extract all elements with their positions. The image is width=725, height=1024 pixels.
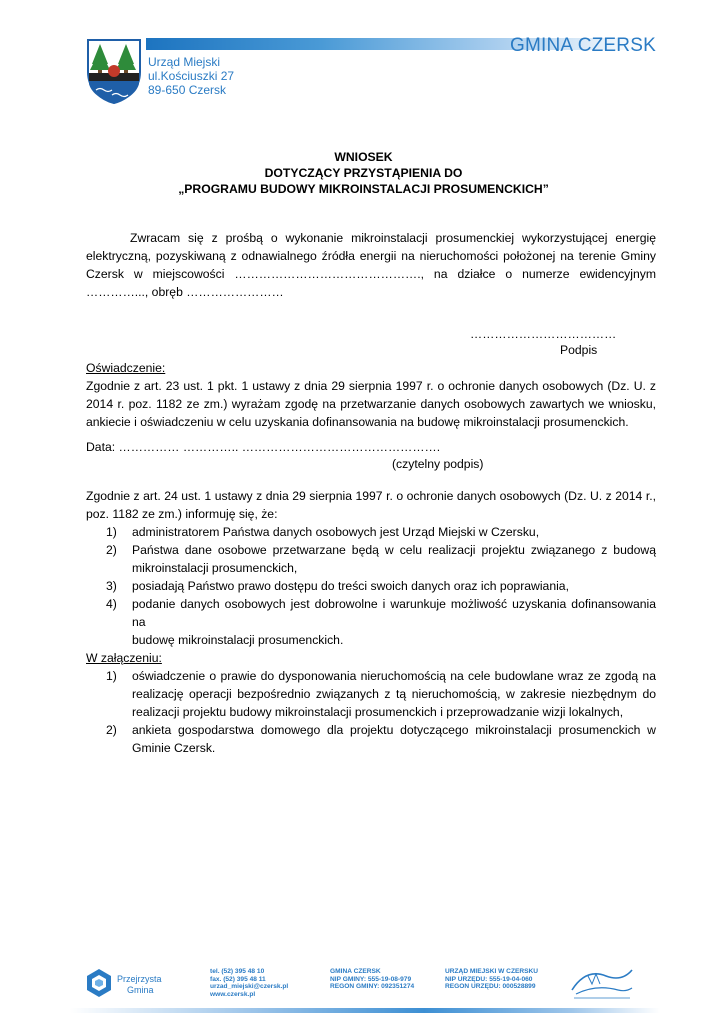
list-item — [86, 667, 656, 721]
info-line: Zgodnie z art. 24 ust. 1 ustawy z dnia 29 sierpnia 1997 r. o ochronie danych osobowych (Dz. U. z 2014 r., — [86, 489, 656, 503]
attachments-heading: W załączeniu: — [86, 651, 162, 665]
footer-website: www.czersk.pl — [210, 990, 256, 998]
info-list — [86, 523, 656, 649]
declaration-heading: Oświadczenie: — [86, 361, 166, 375]
transparent-label-line: Gmina — [127, 985, 154, 995]
list-number: 1) — [106, 525, 117, 539]
request-line: Czersk w miejscowości ………………………………………., na działce o numerze ewidencyjnym — [86, 267, 656, 281]
footer-commune-name: GMINA CZERSK — [330, 968, 381, 975]
date-line: Data: …………… ………….. …………………………………………. — [86, 440, 441, 454]
footer-office-regon: REGON URZĘDU: 000528899 — [445, 983, 536, 991]
declaration-section — [86, 359, 656, 431]
list-line: realizacji projektu budowy mikroinstalacji prosumenckich i przeprowadzanie wizji lokalnych, — [132, 705, 624, 719]
transparent-commune-logo-icon — [86, 968, 112, 998]
transparent-commune-label — [117, 974, 162, 996]
footer-contact — [210, 968, 288, 998]
list-item — [86, 721, 656, 757]
list-line: Państwa dane osobowe przetwarzane będą w celu realizacji projektu związanego z budową — [132, 543, 656, 557]
brand-name: GMINA CZERSK — [510, 35, 656, 56]
document-title — [80, 149, 647, 197]
list-line: posiadają Państwo prawo dostępu do treści swoich danych oraz ich poprawiania, — [132, 579, 569, 593]
footer-commune-info — [330, 968, 414, 991]
footer-email: urzad_miejski@czersk.pl — [210, 983, 289, 991]
title-line: DOTYCZĄCY PRZYSTĄPIENIA DO — [264, 166, 463, 180]
list-number: 4) — [106, 597, 117, 611]
info-line: poz. 1182 ze zm.) informuję się, że: — [86, 507, 278, 521]
request-line: elektryczną, pozyskiwaną z odnawialnego źródła energii na nieruchomości położonej na terenie Gminy — [86, 249, 656, 263]
list-line: ankieta gospodarstwa domowego dla projektu dotyczącego mikroinstalacji prosumenckich w — [132, 723, 656, 737]
list-number: 3) — [106, 579, 117, 593]
transparent-label-line: Przejrzysta — [117, 974, 162, 984]
declaration-line: ankiecie i oświadczeniu w celu uzyskania dofinansowania na budowę mikroinstalacji prosumenckich. — [86, 415, 629, 429]
list-number: 1) — [106, 669, 117, 683]
list-line: realizację operacji bezpośrednio związanych z tą nieruchomością, w zakresie niezbędnym do — [132, 687, 656, 701]
office-city: 89-650 Czersk — [148, 83, 227, 97]
declaration-line: 2014 r. poz. 1182 ze zm.) wyrażam zgodę na przetwarzanie danych osobowych zawartych we wniosku, — [86, 397, 656, 411]
list-number: 2) — [106, 543, 117, 557]
list-item — [86, 595, 656, 649]
footer-office-info — [445, 968, 538, 991]
list-line: Gminie Czersk. — [132, 741, 216, 755]
office-address — [148, 55, 234, 97]
request-paragraph — [86, 229, 656, 301]
request-line: Zwracam się z prośbą o wykonanie mikroinstalacji prosumenckiej wykorzystującej energię — [130, 231, 656, 245]
list-line: budowę mikroinstalacji prosumenckich. — [132, 633, 344, 647]
title-line: WNIOSEK — [334, 150, 393, 164]
legible-signature-label: (czytelny podpis) — [392, 457, 484, 471]
list-line: oświadczenie o prawie do dysponowania nieruchomością na cele budowlane wraz ze zgodą na — [132, 669, 656, 683]
list-item — [86, 541, 656, 577]
office-street: ul.Kościuszki 27 — [148, 69, 235, 83]
footer-phone: tel. (52) 395 48 10 — [210, 968, 265, 975]
footer-fax: fax. (52) 395 48 11 — [210, 975, 266, 983]
attachments-list — [86, 667, 656, 757]
czersk-signature-logo-icon — [566, 964, 638, 1002]
title-line: „PROGRAMU BUDOWY MIKROINSTALACJI PROSUMENCKICH” — [178, 182, 549, 196]
list-line: administratorem Państwa danych osobowych jest Urząd Miejski w Czersku, — [132, 525, 540, 539]
signature-dots: ……………………………… — [470, 327, 617, 341]
footer-commune-nip: NIP GMINY: 555-19-08-979 — [330, 975, 412, 983]
info-section — [86, 487, 656, 757]
signature-label: Podpis — [560, 343, 598, 357]
list-number: 2) — [106, 723, 117, 737]
footer-office-name: URZĄD MIEJSKI W CZERSKU — [445, 968, 539, 975]
declaration-line: Zgodnie z art. 23 ust. 1 pkt. 1 ustawy z dnia 29 sierpnia 1997 r. o ochronie danych osobowych (Dz. U. z — [86, 379, 656, 393]
czersk-coat-of-arms-icon — [86, 38, 142, 104]
list-item — [86, 523, 656, 541]
office-name: Urząd Miejski — [148, 55, 221, 69]
list-line: mikroinstalacji prosumenckich, — [132, 561, 298, 575]
list-line: podanie danych osobowych jest dobrowolne i warunkuje możliwość uzyskania dofinansowania na — [132, 597, 656, 629]
list-item — [86, 577, 656, 595]
request-line: …………..., obręb …………………… — [86, 285, 284, 299]
footer-gradient-bar — [70, 1008, 660, 1013]
footer-office-nip: NIP URZĘDU: 555-19-04-060 — [445, 975, 533, 983]
footer-commune-regon: REGON GMINY: 092351274 — [330, 983, 415, 991]
